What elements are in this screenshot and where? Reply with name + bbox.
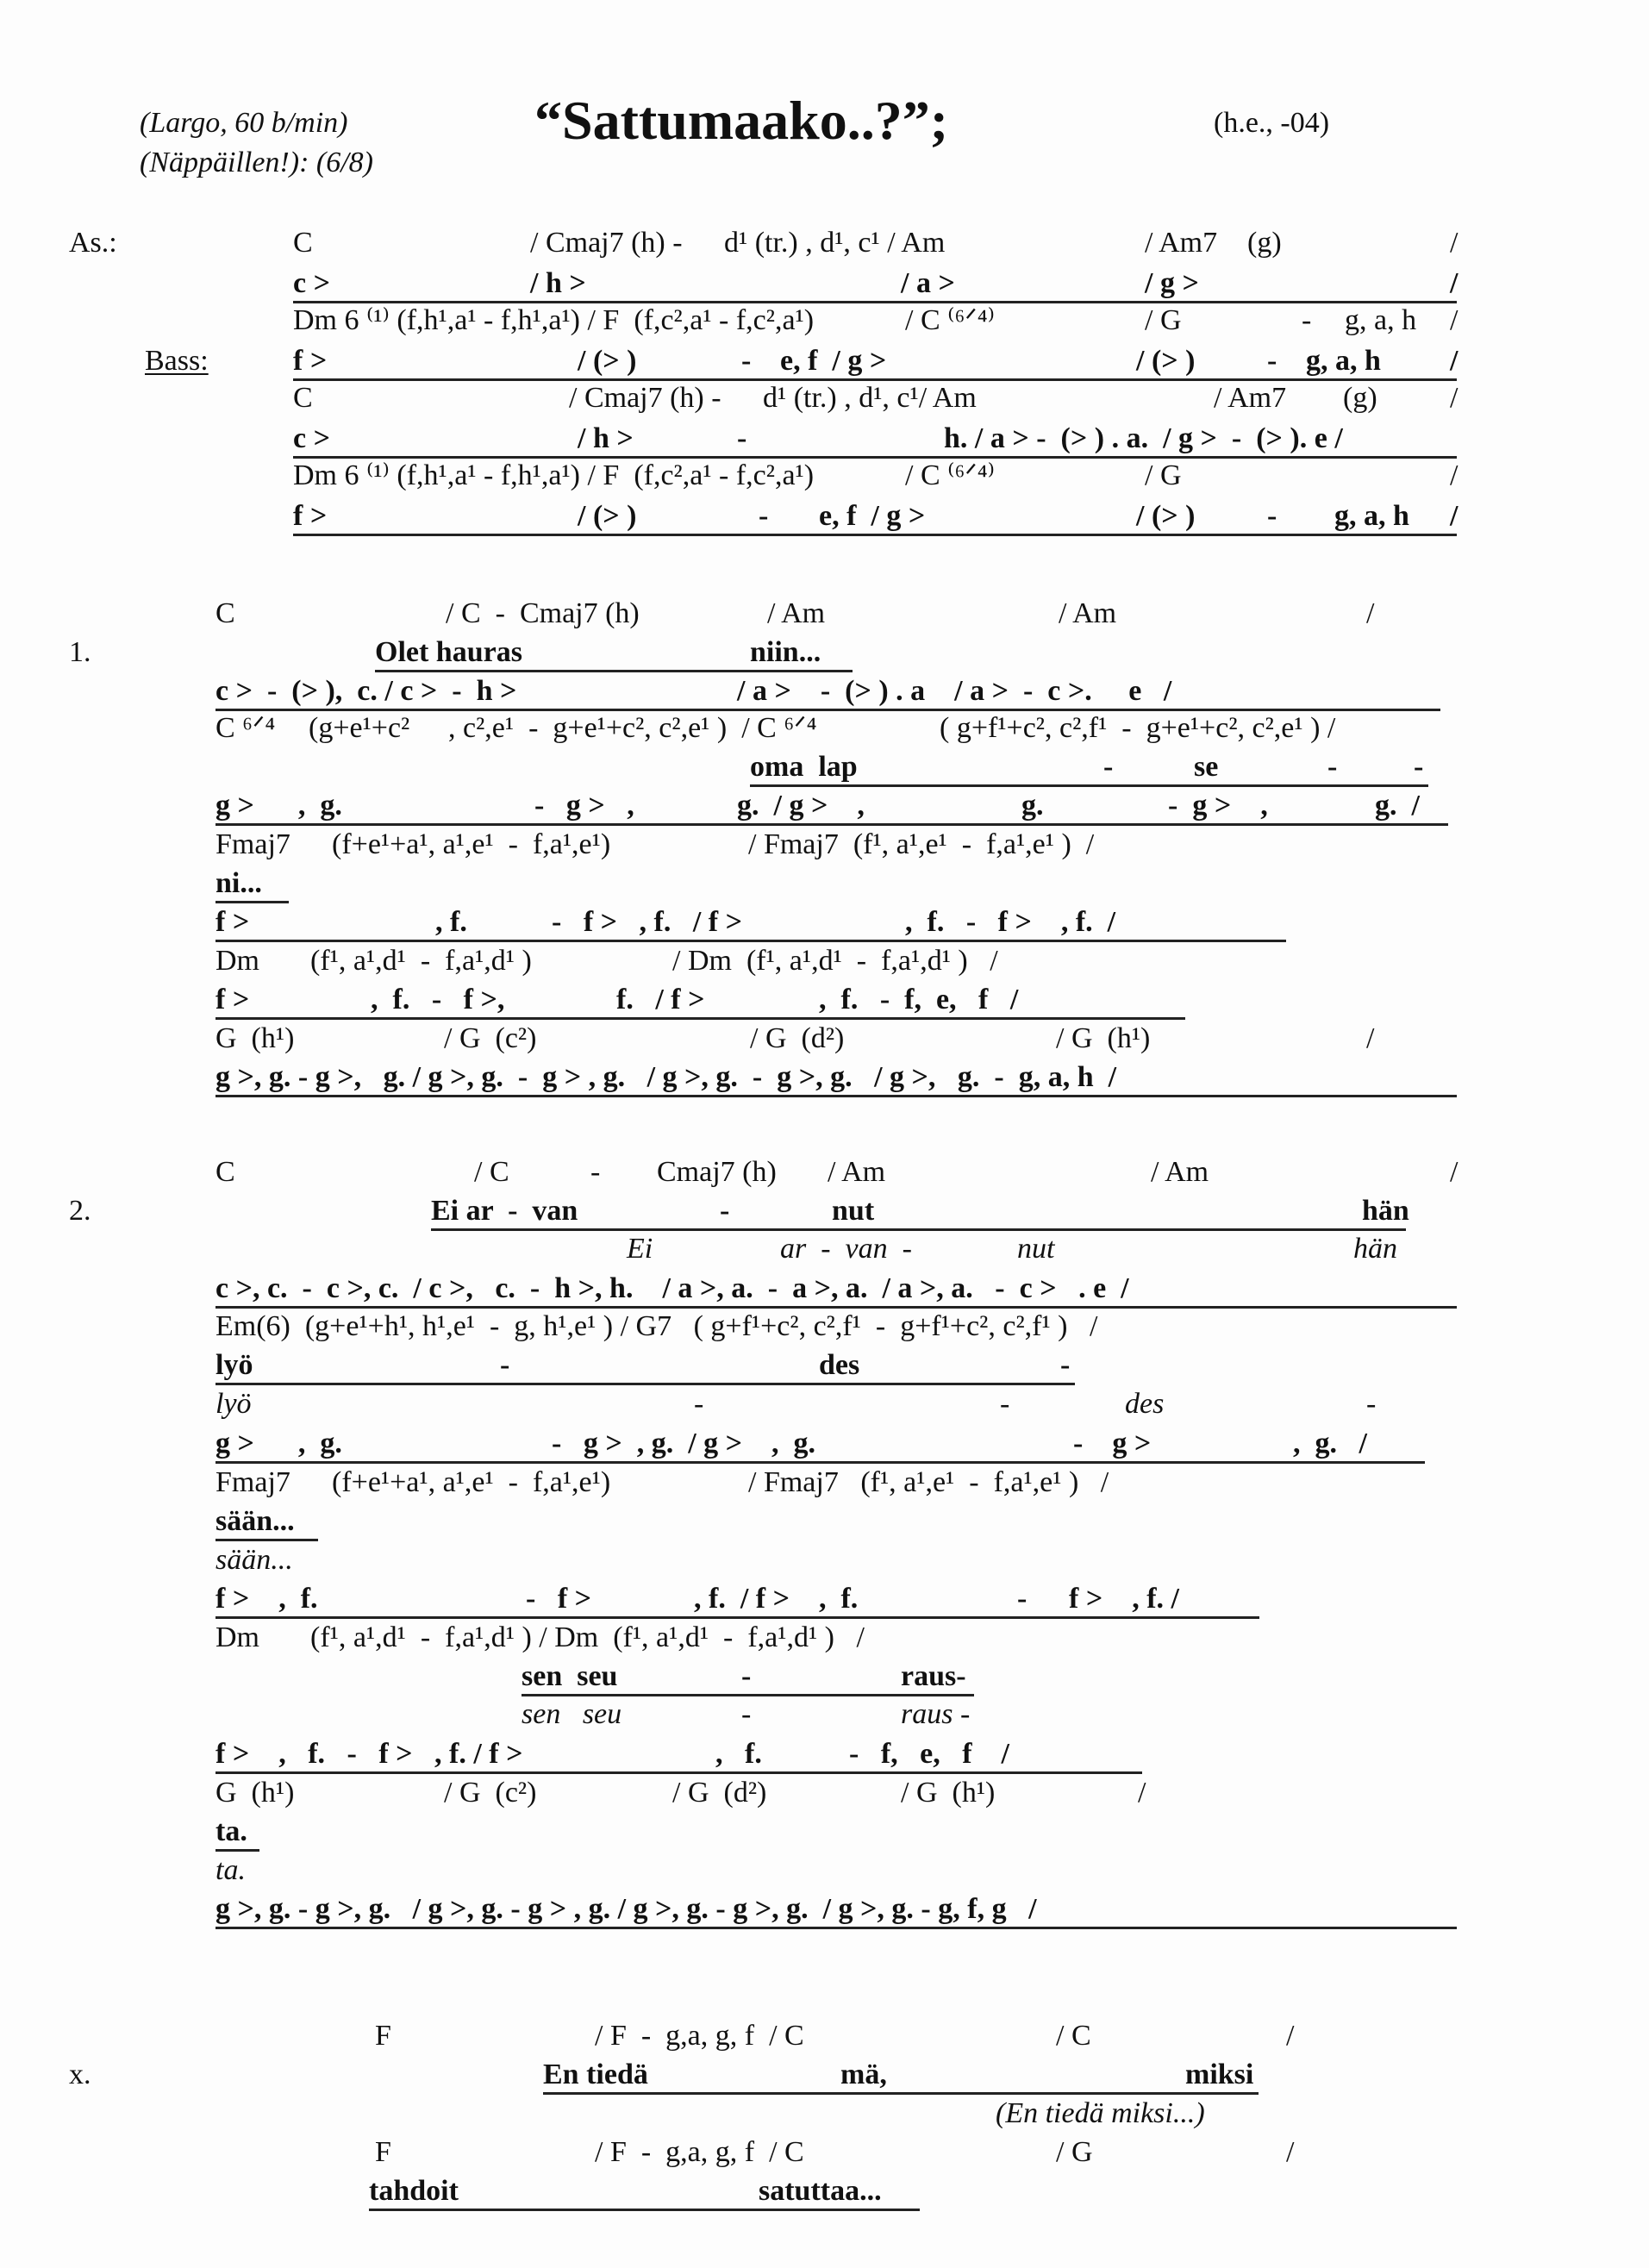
bold-notation-segment: nut xyxy=(832,1195,875,1227)
intro-label: As.: xyxy=(69,227,117,259)
bold-notation-segment: / xyxy=(1450,267,1458,299)
chord-segment: / xyxy=(1286,2020,1295,2052)
bold-notation-segment: f > , f. xyxy=(215,1583,318,1615)
chord-segment: / C xyxy=(1056,2020,1091,2052)
lyric-echo-segment: ar - van - xyxy=(780,1233,912,1265)
staff-rule xyxy=(375,670,853,672)
chord-segment: d¹ (tr.) , d¹, c¹/ Am xyxy=(763,382,977,414)
bold-notation-segment: satuttaa... xyxy=(759,2175,882,2207)
bold-notation-segment: g. xyxy=(1021,790,1044,822)
bold-notation-segment: - g > , g. / g > , g. xyxy=(552,1428,816,1459)
lyric-echo-segment: des xyxy=(1125,1388,1165,1420)
staff-rule xyxy=(215,1927,1457,1929)
chord-segment: G (h¹) xyxy=(215,1022,295,1054)
chord-segment: / Am xyxy=(767,597,826,629)
bold-notation-segment: niin... xyxy=(750,636,821,668)
staff-rule xyxy=(215,1849,259,1852)
staff-rule xyxy=(750,784,1428,787)
bold-notation-segment: ni... xyxy=(215,867,262,899)
chord-segment: C xyxy=(215,597,235,629)
chord-segment: / G (c²) xyxy=(444,1022,537,1054)
chord-segment: / G xyxy=(1145,459,1182,491)
lyric-echo-segment: nut xyxy=(1017,1233,1055,1265)
staff-rule xyxy=(293,534,1457,536)
instrument-note: (Näppäillen!): (6/8) xyxy=(140,147,373,178)
staff-rule xyxy=(215,823,1448,826)
chord-segment: / G (d²) xyxy=(672,1777,767,1809)
chord-segment: / xyxy=(1450,304,1458,336)
lyric-echo-segment: lyö xyxy=(215,1388,252,1420)
bold-notation-segment: hän xyxy=(1362,1195,1409,1227)
staff-rule xyxy=(215,940,1286,942)
bold-notation-segment: - f > , f. / f > xyxy=(552,906,742,938)
chord-segment: / Am xyxy=(1059,597,1117,629)
bold-notation-segment: , f. - f >, xyxy=(371,984,505,1015)
bold-notation-segment: / xyxy=(1450,345,1458,377)
bold-notation-segment: miksi xyxy=(1185,2059,1254,2090)
lyric-echo-segment: hän xyxy=(1353,1233,1397,1265)
chord-segment: (f+e¹+a¹, a¹,e¹ - f,a¹,e¹) xyxy=(332,828,611,860)
bold-notation-segment: g > , g. xyxy=(215,1428,342,1459)
chord-segment: F xyxy=(375,2020,391,2052)
bold-notation-segment: g >, g. - g >, g. / g >, g. - g > , g. / g >, g. - g >, g. / g >, g. - g, a, h / xyxy=(215,1061,1117,1093)
chord-segment: / Fmaj7 (f¹, a¹,e¹ - f,a¹,e¹ ) / xyxy=(748,828,1095,860)
bold-notation-segment: c > xyxy=(293,422,330,454)
chord-segment: C xyxy=(293,227,313,259)
lyric-echo-segment: ta. xyxy=(215,1854,246,1886)
bold-notation-segment: e, f / g > xyxy=(819,500,926,532)
chord-segment: F xyxy=(375,2136,391,2168)
bold-notation-segment: c > - (> ), c. / c > - h > xyxy=(215,675,517,707)
staff-rule xyxy=(293,301,1457,303)
chord-segment: / C ⁽⁶ᐟ⁴⁾ xyxy=(905,459,995,491)
bold-notation-segment: , f. xyxy=(715,1738,762,1770)
lyric-echo-segment: - xyxy=(694,1388,704,1420)
staff-rule xyxy=(369,2209,920,2211)
bold-notation-segment: - xyxy=(1327,751,1338,783)
staff-rule xyxy=(293,456,1457,459)
bold-notation-segment: f. / f > xyxy=(616,984,705,1015)
bold-notation-segment: - g > xyxy=(1073,1428,1152,1459)
bold-notation-segment: - xyxy=(720,1195,730,1227)
bold-notation-segment: sen seu xyxy=(522,1660,618,1692)
chord-segment: / Am7 xyxy=(1214,382,1287,414)
bold-notation-segment: c >, c. - c >, c. / c >, c. - h >, h. / a >, a. - a >, a. / a >, a. - c > . e / xyxy=(215,1272,1129,1304)
bold-notation-segment: - xyxy=(1267,345,1277,377)
chord-segment: / Dm (f¹, a¹,d¹ - f,a¹,d¹ ) / xyxy=(672,945,998,977)
chord-segment: / Fmaj7 (f¹, a¹,e¹ - f,a¹,e¹ ) / xyxy=(748,1466,1109,1498)
bold-notation-segment: h. / a > - (> ) . a. / g > - (> ). e / xyxy=(944,422,1343,454)
staff-rule xyxy=(215,901,289,903)
bold-notation-segment: / (> ) xyxy=(578,345,637,377)
bold-notation-segment: - xyxy=(741,345,752,377)
chord-segment: Fmaj7 xyxy=(215,1466,290,1498)
author-note: (h.e., -04) xyxy=(1214,107,1330,139)
chord-segment: / C xyxy=(474,1156,509,1188)
bold-notation-segment: lyö xyxy=(215,1349,253,1381)
staff-rule xyxy=(215,709,1440,711)
chord-segment: / G (d²) xyxy=(750,1022,845,1054)
chord-segment: / xyxy=(1138,1777,1146,1809)
bold-notation-segment: c > xyxy=(293,267,330,299)
bold-notation-segment: - xyxy=(737,422,747,454)
chord-segment: (f+e¹+a¹, a¹,e¹ - f,a¹,e¹) xyxy=(332,1466,611,1498)
bass-label: Bass: xyxy=(145,345,209,377)
chord-segment: (f¹, a¹,d¹ - f,a¹,d¹ ) xyxy=(310,945,532,977)
lyric-echo-segment: - xyxy=(741,1698,752,1730)
bold-notation-segment: tahdoit xyxy=(369,2175,459,2207)
bold-notation-segment: f > xyxy=(215,984,250,1015)
bold-notation-segment: Olet hauras xyxy=(375,636,522,668)
song-title: “Sattumaako..?”; xyxy=(534,90,949,151)
staff-rule xyxy=(215,1461,1425,1464)
bold-notation-segment: - xyxy=(759,500,769,532)
bold-notation-segment: e, f / g > xyxy=(780,345,887,377)
chord-segment: Dm xyxy=(215,945,259,977)
bold-notation-segment: , f. - f, e, f / xyxy=(819,984,1019,1015)
chord-segment: C xyxy=(293,382,313,414)
bold-notation-segment: f > xyxy=(293,345,328,377)
chord-segment: C ⁶ᐟ⁴ xyxy=(215,712,276,744)
lyric-echo-segment: raus - xyxy=(901,1698,971,1730)
chord-segment: G (h¹) xyxy=(215,1777,295,1809)
staff-rule xyxy=(522,1694,974,1696)
staff-rule xyxy=(543,2092,1259,2095)
chord-segment: / xyxy=(1450,382,1458,414)
chord-segment: / xyxy=(1450,227,1458,259)
staff-rule xyxy=(431,1228,1406,1231)
bold-notation-segment: - f, e, f / xyxy=(849,1738,1010,1770)
bold-notation-segment: raus- xyxy=(901,1660,966,1692)
staff-rule xyxy=(293,378,1457,381)
bold-notation-segment: g, a, h xyxy=(1334,500,1409,532)
bold-notation-segment: , g. / xyxy=(1293,1428,1367,1459)
bold-notation-segment: / a > xyxy=(901,267,955,299)
chord-segment: , c²,e¹ - g+e¹+c², c²,e¹ ) / C ⁶ᐟ⁴ xyxy=(448,712,817,744)
chord-segment: Em(6) (g+e¹+h¹, h¹,e¹ - g, h¹,e¹ ) / G7 ( g+f¹+c², c²,f¹ - g+f¹+c², c²,f¹ ) / xyxy=(215,1310,1098,1342)
staff-rule xyxy=(215,1539,318,1541)
chord-segment: / Cmaj7 (h) - xyxy=(569,382,721,414)
chorus-label: x. xyxy=(69,2059,91,2090)
bold-notation-segment: - xyxy=(741,1660,752,1692)
bold-notation-segment: des xyxy=(819,1349,860,1381)
chord-segment: ( g+f¹+c², c²,f¹ - g+e¹+c², c²,e¹ ) / xyxy=(940,712,1336,744)
bold-notation-segment: f > , f. / xyxy=(1069,1583,1179,1615)
bold-notation-segment: g > , g. xyxy=(215,790,342,822)
chord-segment: (g) xyxy=(1247,227,1282,259)
staff-rule xyxy=(215,1771,1142,1774)
bold-notation-segment: - xyxy=(1267,500,1277,532)
staff-rule xyxy=(215,1616,1259,1619)
chord-segment: - xyxy=(590,1156,601,1188)
staff-rule xyxy=(215,1095,1457,1097)
bold-notation-segment: f > xyxy=(215,906,250,938)
lyric-echo-segment: sen seu xyxy=(522,1698,622,1730)
chord-segment: / G xyxy=(1145,304,1182,336)
chord-segment: - xyxy=(1302,304,1312,336)
chord-segment: d¹ (tr.) , d¹, c¹ / Am xyxy=(724,227,946,259)
lyric-echo-segment: - xyxy=(1366,1388,1377,1420)
verse1-number: 1. xyxy=(69,636,91,668)
staff-rule xyxy=(215,1017,1185,1020)
bold-notation-segment: - xyxy=(1017,1583,1028,1615)
bold-notation-segment: se xyxy=(1194,751,1219,783)
bold-notation-segment: / (> ) xyxy=(1136,500,1196,532)
chord-segment: / G (c²) xyxy=(444,1777,537,1809)
bold-notation-segment: ta. xyxy=(215,1815,247,1847)
lyric-echo-segment: - xyxy=(1000,1388,1010,1420)
chord-segment: Dm 6 ⁽¹⁾ (f,h¹,a¹ - f,h¹,a¹) / F (f,c²,a¹ - f,c²,a¹) xyxy=(293,304,815,336)
chord-segment: / C ⁽⁶ᐟ⁴⁾ xyxy=(905,304,995,336)
bold-notation-segment: En tiedä xyxy=(543,2059,648,2090)
bold-notation-segment: / xyxy=(1450,500,1458,532)
staff-rule xyxy=(215,1383,1075,1385)
chord-segment: / xyxy=(1286,2136,1295,2168)
bold-notation-segment: mä, xyxy=(840,2059,887,2090)
bold-notation-segment: - xyxy=(1414,751,1424,783)
chord-segment: (g) xyxy=(1343,382,1377,414)
chord-segment: / G (h¹) xyxy=(901,1777,996,1809)
chord-segment: / xyxy=(1450,1156,1458,1188)
chord-segment: C xyxy=(215,1156,235,1188)
bold-notation-segment: , f. - f > , f. / xyxy=(905,906,1116,938)
bold-notation-segment: g. / g > , xyxy=(737,790,865,822)
bold-notation-segment: , f. / f > , f. xyxy=(694,1583,859,1615)
bold-notation-segment: f > , f. - f > , f. / f > xyxy=(215,1738,523,1770)
bold-notation-segment: / h > xyxy=(530,267,586,299)
chord-segment: Dm 6 ⁽¹⁾ (f,h¹,a¹ - f,h¹,a¹) / F (f,c²,a¹ - f,c²,a¹) xyxy=(293,459,815,491)
chord-segment: / F - g,a, g, f / C xyxy=(595,2020,804,2052)
staff-rule xyxy=(215,1306,1457,1309)
bold-notation-segment: Ei ar - van xyxy=(431,1195,578,1227)
chord-segment: Cmaj7 (h) xyxy=(657,1156,777,1188)
bold-notation-segment: , f. xyxy=(435,906,467,938)
chord-segment: Dm xyxy=(215,1621,259,1653)
bold-notation-segment: / h > xyxy=(578,422,634,454)
bold-notation-segment: / a > - (> ) . a / a > - c >. e / xyxy=(737,675,1172,707)
bold-notation-segment: - g > , xyxy=(1168,790,1268,822)
chord-segment: (f¹, a¹,d¹ - f,a¹,d¹ ) / Dm (f¹, a¹,d¹ - f,a¹,d¹ ) / xyxy=(310,1621,865,1653)
bold-notation-segment: - xyxy=(1060,1349,1071,1381)
lyric-echo-segment: Ei xyxy=(627,1233,653,1265)
chord-segment: / Cmaj7 (h) - xyxy=(530,227,683,259)
bold-notation-segment: - f > xyxy=(526,1583,592,1615)
bold-notation-segment: g >, g. - g >, g. / g >, g. - g > , g. / g >, g. - g >, g. / g >, g. - g, f, g / xyxy=(215,1893,1037,1925)
chord-segment: / F - g,a, g, f / C xyxy=(595,2136,804,2168)
bold-notation-segment: f > xyxy=(293,500,328,532)
lyric-echo-segment: sään... xyxy=(215,1544,293,1576)
chord-segment: / xyxy=(1366,597,1375,629)
verse2-number: 2. xyxy=(69,1195,91,1227)
bold-notation-segment: oma lap xyxy=(750,751,858,783)
chord-segment: g, a, h xyxy=(1345,304,1417,336)
bold-notation-segment: g, a, h xyxy=(1306,345,1381,377)
chord-segment: / G (h¹) xyxy=(1056,1022,1151,1054)
bold-notation-segment: - xyxy=(1103,751,1114,783)
lyric-echo-segment: (En tiedä miksi...) xyxy=(996,2097,1205,2129)
bold-notation-segment: - xyxy=(500,1349,510,1381)
chord-segment: / xyxy=(1366,1022,1375,1054)
chord-segment: / C - Cmaj7 (h) xyxy=(446,597,640,629)
bold-notation-segment: sään... xyxy=(215,1505,295,1537)
bold-notation-segment: / (> ) xyxy=(1136,345,1196,377)
chord-segment: / Am xyxy=(828,1156,886,1188)
chord-segment: / Am7 xyxy=(1145,227,1218,259)
chord-segment: / G xyxy=(1056,2136,1093,2168)
chord-segment: Fmaj7 xyxy=(215,828,290,860)
tempo-marking: (Largo, 60 b/min) xyxy=(140,107,348,139)
bold-notation-segment: g. / xyxy=(1375,790,1420,822)
bold-notation-segment: / g > xyxy=(1145,267,1199,299)
chord-segment: / xyxy=(1450,459,1458,491)
bold-notation-segment: / (> ) xyxy=(578,500,637,532)
chord-segment: / Am xyxy=(1151,1156,1209,1188)
bold-notation-segment: - g > , xyxy=(534,790,634,822)
chord-segment: (g+e¹+c² xyxy=(309,712,410,744)
